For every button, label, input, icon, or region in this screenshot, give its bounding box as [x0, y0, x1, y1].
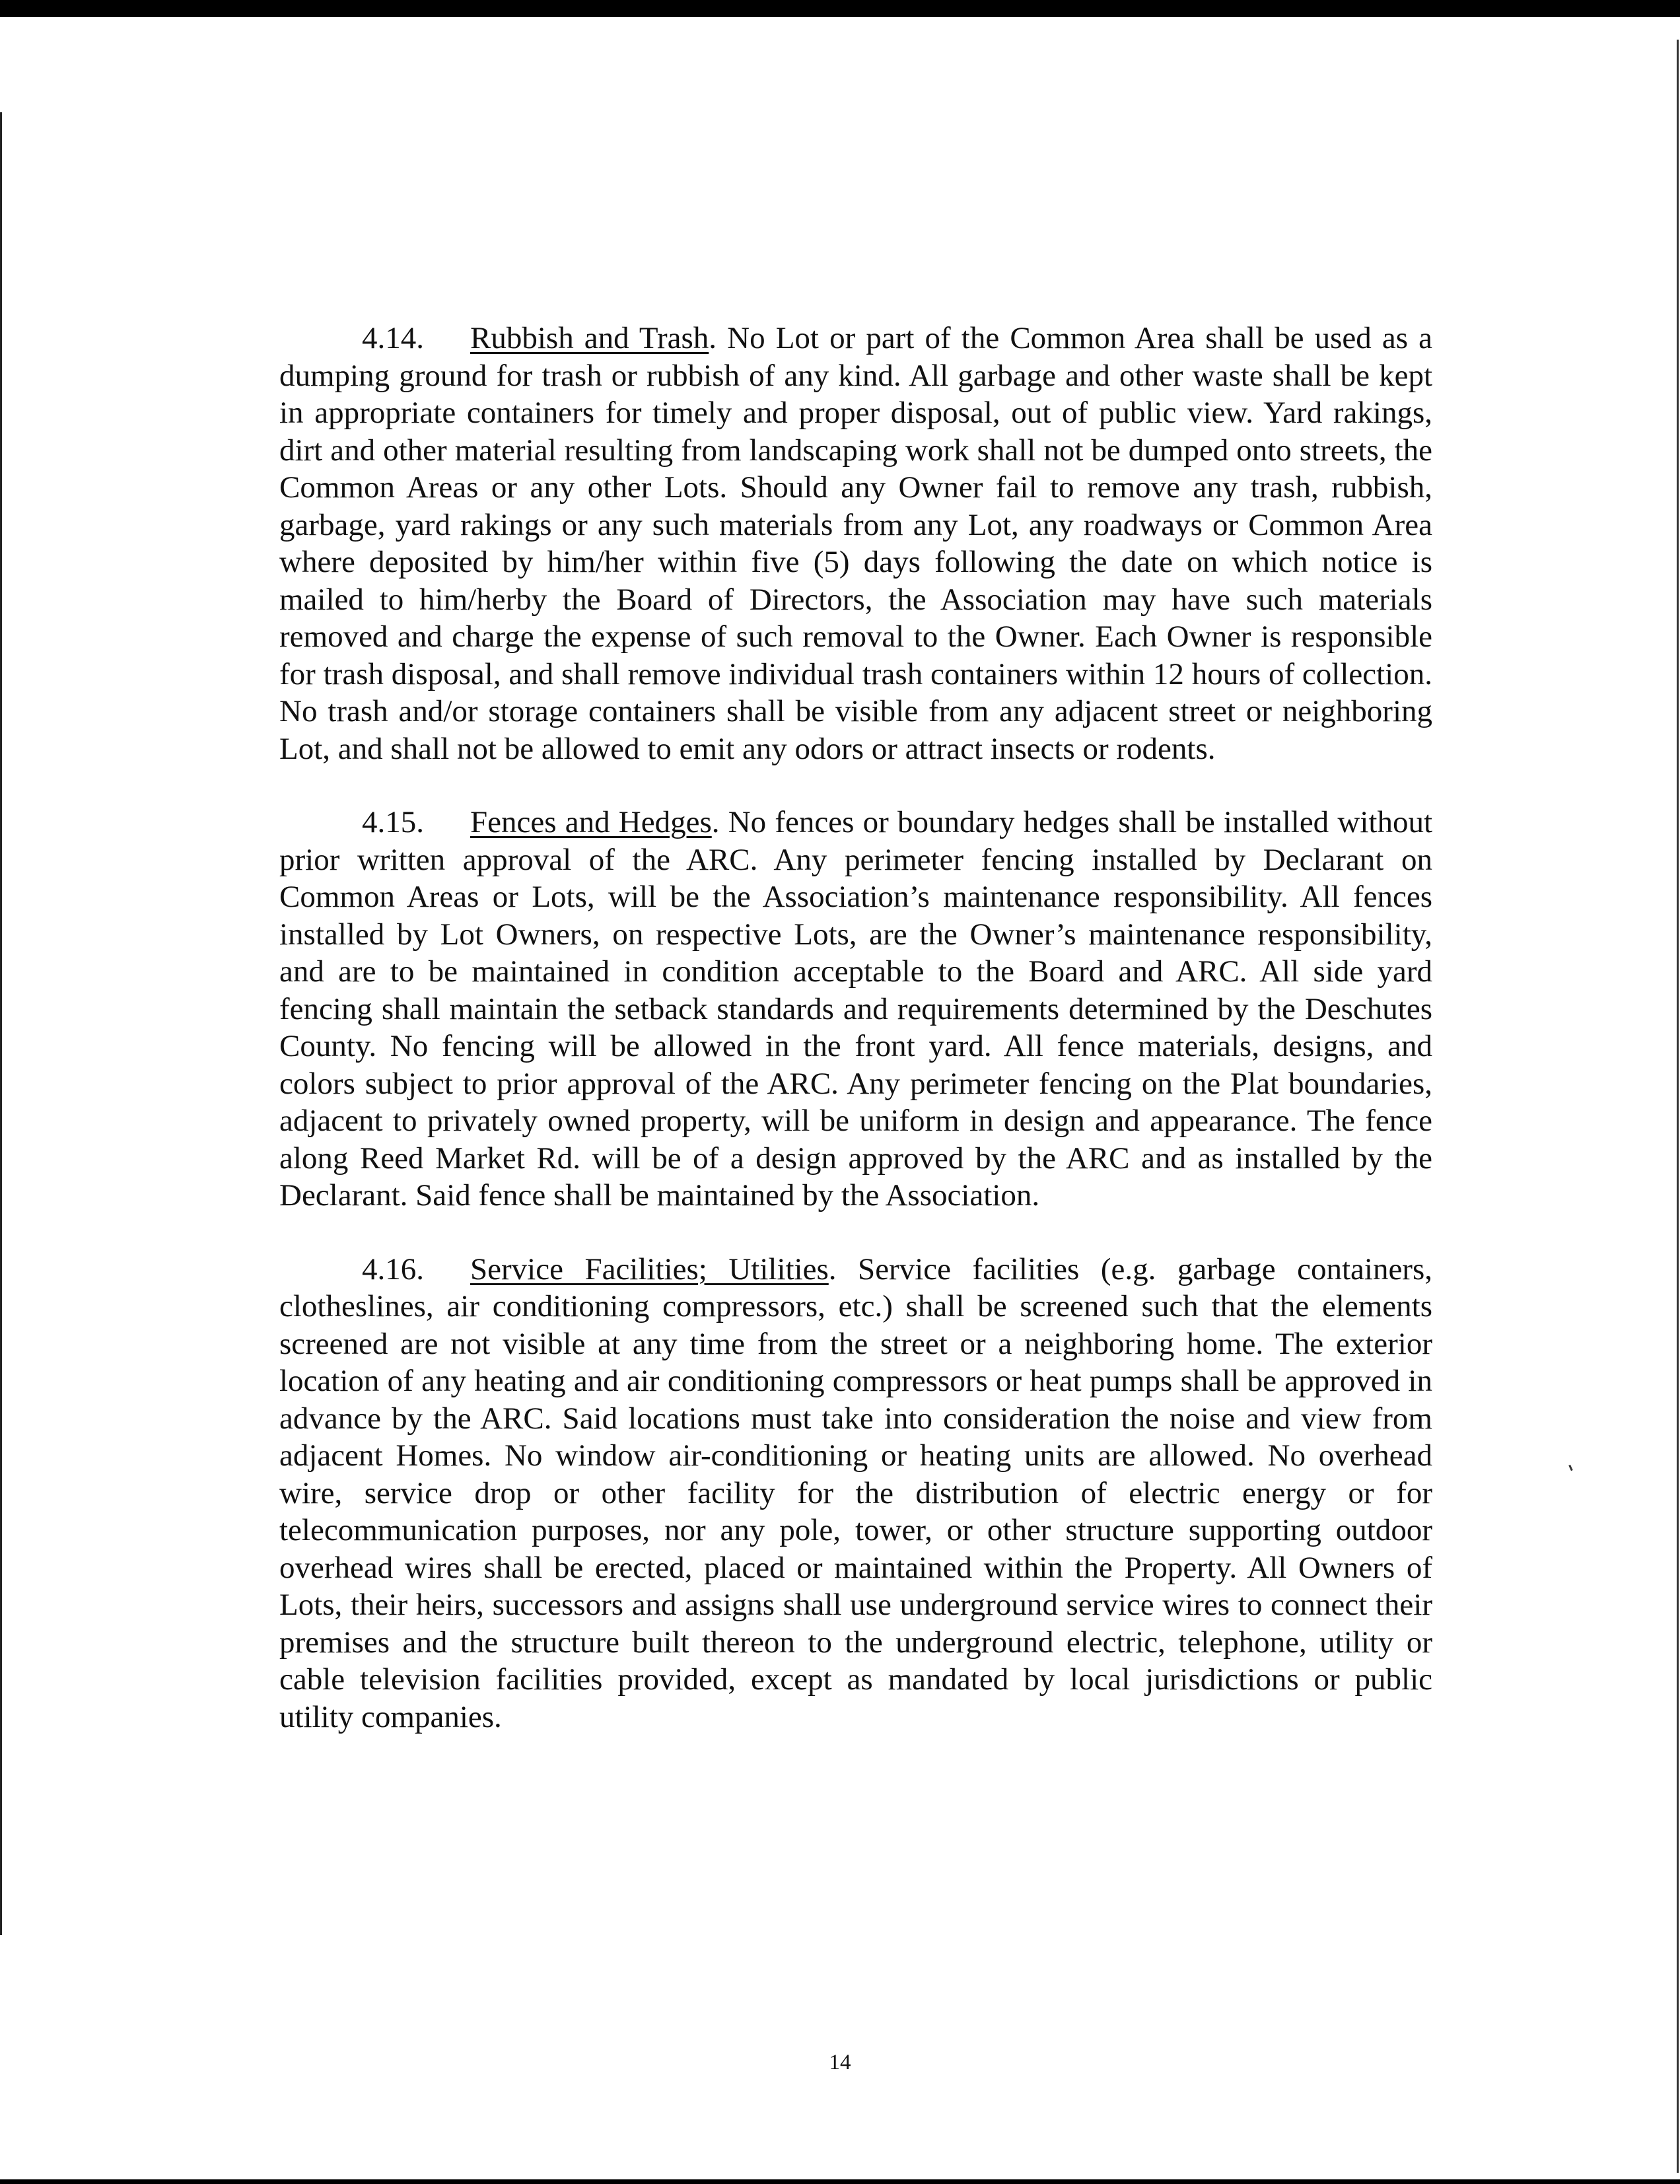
section-heading: Service Facilities; Utilities	[470, 1251, 829, 1286]
page-number: 14	[829, 2051, 851, 2074]
scan-edge-right	[1677, 40, 1679, 2173]
section-number: 4.14.	[362, 321, 424, 355]
document-body	[279, 320, 1432, 1772]
section-body: . No fences or boundary hedges shall be installed without prior written approval of the ARC. Any perimeter fencing installed by Declarant on Common Areas or Lots, will be the Association’s maintenance responsibility. All fences installed by Lot Owners, on respective Lots, are the Owner’s maintenance responsibility, and are to be maintained in condition acceptable to the Board and ARC. All side yard fencing shall maintain the setback standards and requirements determined by the Deschutes County. No fencing will be allowed in the front yard. All fence materials, designs, and colors subject to prior approval of the ARC. Any perimeter fencing on the Plat boundaries, adjacent to privately owned property, will be uniform in design and appearance. The fence along Reed Market Rd. will be of a design approved by the ARC and as installed by the Declarant. Said fence shall be maintained by the Association.	[279, 805, 1432, 1213]
section-number: 4.15.	[362, 805, 424, 839]
section-body: . Service facilities (e.g. garbage containers, clotheslines, air conditioning compressors, etc.) shall be screened such that the elements screened are not visible at any time from the street or a neighboring home. The exterior location of any heating and air conditioning compressors or heat pumps shall be approved in advance by the ARC. Said locations must take into consideration the noise and view from adjacent Homes. No window air-conditioning or heating units are allowed. No overhead wire, service drop or other facility for the distribution of electric energy or for telecommunication purposes, nor any pole, tower, or other structure supporting outdoor overhead wires shall be erected, placed or maintained within the Property. All Owners of Lots, their heirs, successors and assigns shall use underground service wires to connect their premises and the structure built thereon to the underground electric, telephone, utility or cable television facilities provided, except as mandated by local jurisdictions or public utility companies.	[279, 1251, 1433, 1734]
section-number: 4.16.	[362, 1251, 424, 1286]
section-heading: Fences and Hedges	[470, 805, 712, 839]
section-heading: Rubbish and Trash	[470, 321, 709, 355]
section-4-15	[279, 804, 1432, 1215]
section-4-14	[279, 320, 1432, 767]
section-4-16	[279, 1251, 1432, 1736]
scan-border-bottom	[0, 2179, 1680, 2184]
scan-border-top	[0, 0, 1680, 17]
section-body: . No Lot or part of the Common Area shall be used as a dumping ground for trash or rubbish of any kind. All garbage and other waste shall be kept in appropriate containers for timely and proper disposal, out of public view. Yard rakings, dirt and other material resulting from landscaping work shall not be dumped onto streets, the Common Areas or any other Lots. Should any Owner fail to remove any trash, rubbish, garbage, yard rakings or any such materials from any Lot, any roadways or Common Area where deposited by him/her within five (5) days following the date on which notice is mailed to him/herby the Board of Directors, the Association may have such materials removed and charge the expense of such removal to the Owner. Each Owner is responsible for trash disposal, and shall remove individual trash containers within 12 hours of collection. No trash and/or storage containers shall be visible from any adjacent street or neighboring Lot, and shall not be allowed to emit any odors or attract insects or rodents.	[279, 321, 1432, 766]
scan-edge-left	[0, 112, 2, 1935]
stray-scan-mark	[1568, 1465, 1573, 1471]
